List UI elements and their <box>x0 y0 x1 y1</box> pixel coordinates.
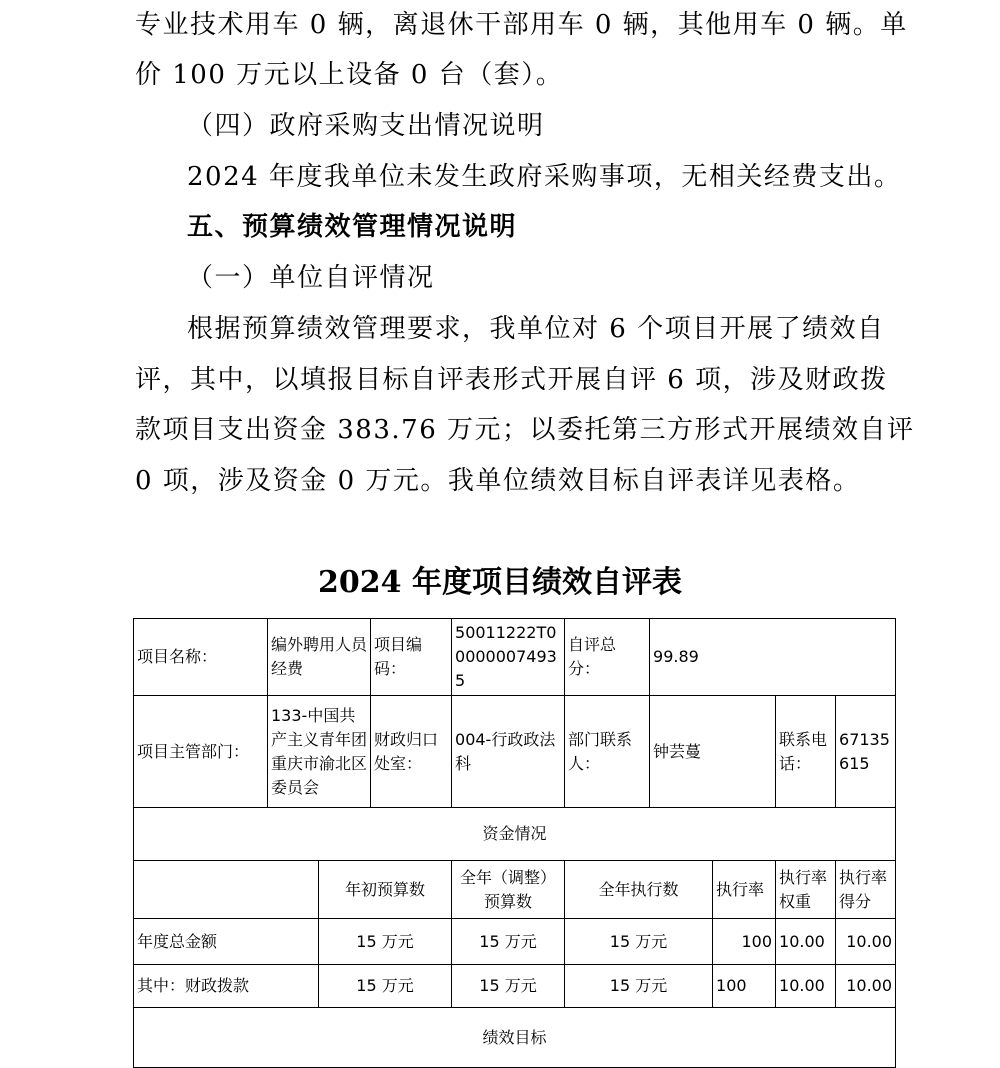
body-line-procurement: 2024 年度我单位未发生政府采购事项，无相关经费支出。 <box>187 162 902 192</box>
cell-rate-score: 10.00 <box>836 965 896 1008</box>
heading-self-evaluation: （一）单位自评情况 <box>187 263 435 293</box>
paragraph-line-4: 0 项，涉及资金 0 万元。我单位绩效目标自评表详见表格。 <box>135 466 861 496</box>
contact-label: 部门联系人： <box>565 696 650 808</box>
heading-procurement: （四）政府采购支出情况说明 <box>187 111 545 141</box>
paragraph-line-1: 根据预算绩效管理要求，我单位对 6 个项目开展了绩效自 <box>187 314 885 344</box>
cell-rate-score: 10.00 <box>836 919 896 965</box>
funds-corner-cell <box>134 861 319 919</box>
body-line-equipment: 价 100 万元以上设备 0 台（套）。 <box>135 60 564 90</box>
cell-rate-weight: 10.00 <box>776 919 836 965</box>
finance-office-label: 财政归口处室： <box>371 696 452 808</box>
project-code-label: 项目编码： <box>371 619 452 696</box>
project-name-label: 项目名称： <box>134 619 268 696</box>
project-code-value: 50011222T000000074935 <box>452 619 565 696</box>
cell-executed: 15 万元 <box>565 965 713 1008</box>
score-label: 自评总分： <box>565 619 650 696</box>
phone-label: 联系电话： <box>776 696 836 808</box>
cell-adjusted-budget: 15 万元 <box>452 965 565 1008</box>
goals-section-header: 绩效目标 <box>134 1008 896 1068</box>
cell-initial-budget: 15 万元 <box>319 919 452 965</box>
score-value: 99.89 <box>650 619 896 696</box>
paragraph-line-3: 款项目支出资金 383.76 万元；以委托第三方形式开展绩效自评 <box>135 415 915 445</box>
body-line-vehicles: 专业技术用车 0 辆，离退休干部用车 0 辆，其他用车 0 辆。单 <box>135 10 908 40</box>
table-title: 2024 年度项目绩效自评表 <box>318 565 682 600</box>
table-row <box>134 965 896 1008</box>
column-header-rate-weight: 执行率权重 <box>776 861 836 919</box>
table-row <box>134 1008 896 1068</box>
column-header-adjusted-budget: 全年（调整）预算数 <box>452 861 565 919</box>
table-row <box>134 696 896 808</box>
heading-section-5: 五、预算绩效管理情况说明 <box>187 212 518 242</box>
column-header-executed: 全年执行数 <box>565 861 713 919</box>
project-name-value: 编外聘用人员经费 <box>268 619 371 696</box>
dept-label: 项目主管部门： <box>134 696 268 808</box>
row-label-total: 年度总金额 <box>134 919 319 965</box>
column-header-rate: 执行率 <box>713 861 776 919</box>
dept-value: 133-中国共产主义青年团重庆市渝北区委员会 <box>268 696 371 808</box>
cell-rate: 100 <box>713 919 776 965</box>
finance-office-value: 004-行政政法科 <box>452 696 565 808</box>
table-row <box>134 619 896 696</box>
phone-value: 67135615 <box>836 696 896 808</box>
table-row <box>134 919 896 965</box>
column-header-initial-budget: 年初预算数 <box>319 861 452 919</box>
row-label-fiscal: 其中：财政拨款 <box>134 965 319 1008</box>
table-row <box>134 808 896 861</box>
paragraph-line-2: 评，其中，以填报目标自评表形式开展自评 6 项，涉及财政拨 <box>135 365 888 395</box>
cell-executed: 15 万元 <box>565 919 713 965</box>
cell-rate: 100 <box>713 965 776 1008</box>
funds-section-header: 资金情况 <box>134 808 896 861</box>
contact-value: 钟芸蔓 <box>650 696 776 808</box>
table-row <box>134 861 896 919</box>
self-evaluation-table <box>133 618 896 1068</box>
cell-rate-weight: 10.00 <box>776 965 836 1008</box>
column-header-rate-score: 执行率得分 <box>836 861 896 919</box>
cell-initial-budget: 15 万元 <box>319 965 452 1008</box>
cell-adjusted-budget: 15 万元 <box>452 919 565 965</box>
